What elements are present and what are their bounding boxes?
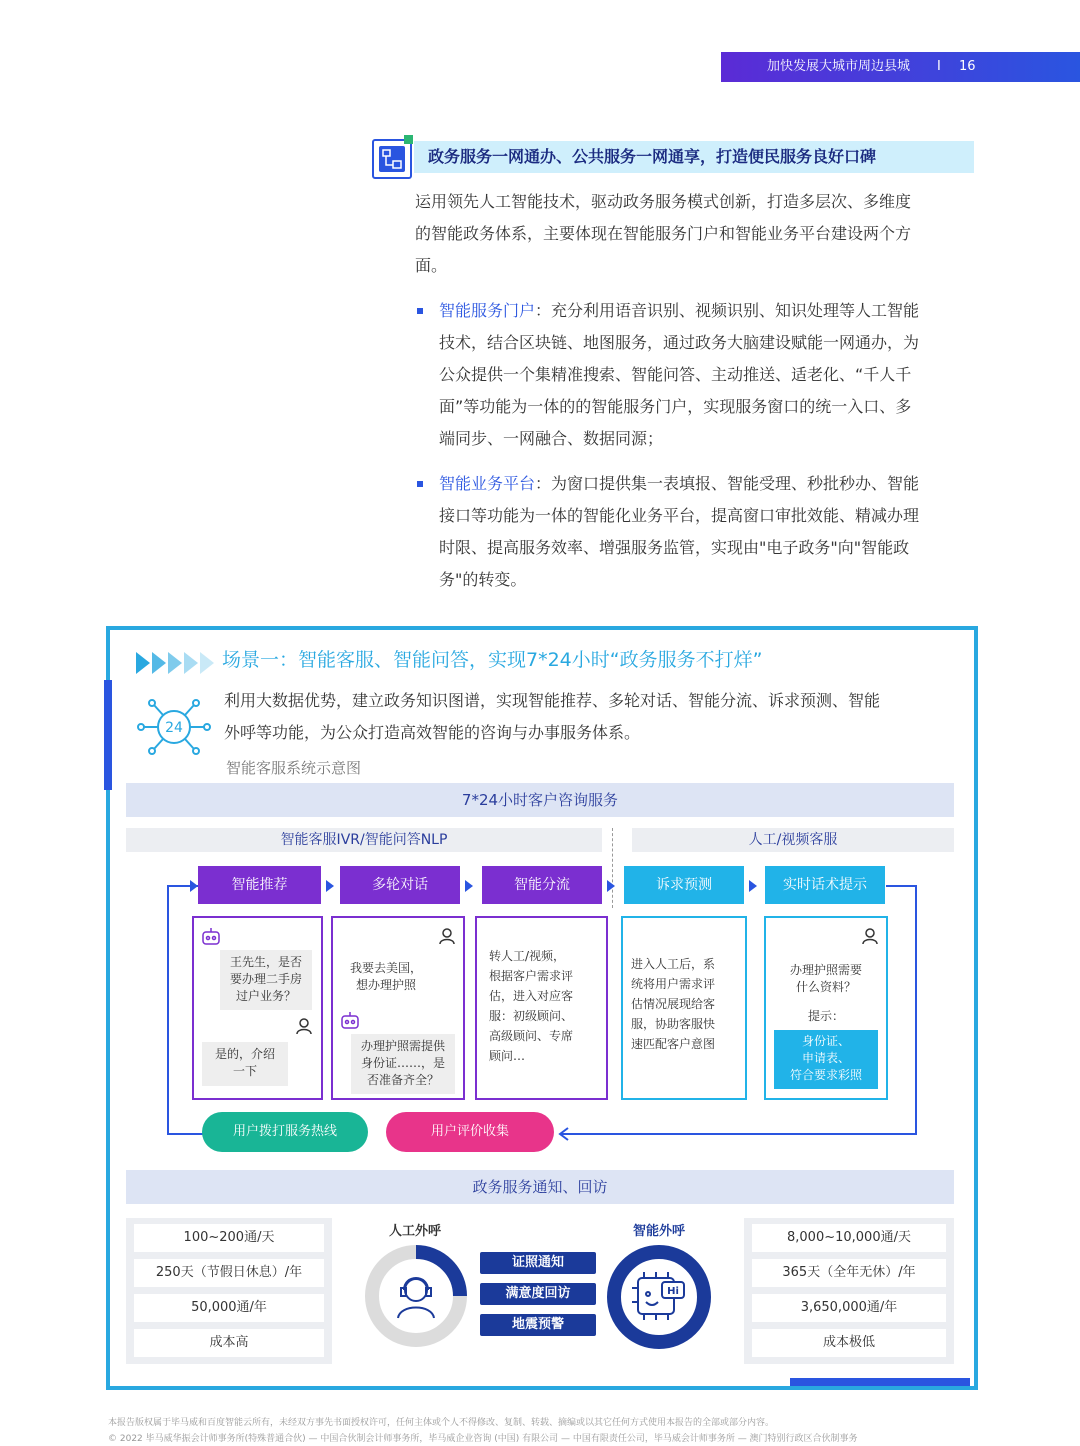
page-number: 16 — [959, 59, 976, 74]
predict-box — [621, 916, 747, 1100]
text-line: 服：初级顾问、 — [489, 1009, 574, 1023]
bullet-line: ：充分利用语音识别、视频识别、知识处理等人工智能 — [535, 301, 920, 320]
step-smart-route: 智能分流 — [482, 866, 602, 904]
ai-icon-text: Hi — [667, 1286, 679, 1297]
bottom-band: 政务服务通知、回访 — [126, 1170, 954, 1204]
bullet-line: 公众提供一个集精准搜索、智能问答、主动推送、适老化、“千人千 — [439, 365, 912, 384]
arrow-right-icon — [465, 880, 473, 892]
bubble-line: 是的，介绍 — [214, 1047, 275, 1061]
icon-24-label: 24 — [165, 720, 183, 736]
bubble-line: 办理护照需提供 — [360, 1039, 445, 1053]
top-band: 7*24小时客户咨询服务 — [126, 783, 954, 817]
dialogue-box — [331, 916, 465, 1100]
hotline-oval: 用户拨打服务热线 — [202, 1112, 368, 1152]
stat-item: 成本极低 — [752, 1329, 946, 1357]
text-line: 速匹配客户意图 — [631, 1037, 716, 1051]
text-line: 统将用户需求评 — [631, 977, 716, 991]
arrow-right-icon — [326, 880, 334, 892]
bullet-line: 面”等功能为一体的的智能服务门户，实现服务窗口的统一入口、多 — [439, 397, 912, 416]
human-stats-panel — [126, 1218, 332, 1364]
headset-agent-icon — [364, 1244, 468, 1348]
step-smart-recommend: 智能推荐 — [198, 866, 321, 904]
text-line: 估情况展现给客 — [631, 997, 716, 1011]
24h-phone-icon — [136, 697, 212, 757]
predict-text — [631, 954, 741, 1054]
bubble-line: 身份证……，是 — [360, 1056, 445, 1070]
text-line: 顾问… — [489, 1049, 526, 1063]
user-bubble — [343, 956, 429, 1000]
bullet-line: 接口等功能为一体的智能化业务平台，提高窗口审批效能、精减办理 — [439, 506, 920, 525]
text-line: 服，协助客服快 — [631, 1017, 716, 1031]
earthquake-alert-button: 地震预警 — [480, 1314, 596, 1336]
bot-bubble — [351, 1034, 455, 1094]
chevron-icon — [184, 652, 198, 674]
copyright-line: 本报告版权属于毕马威和百度智能云所有，未经双方事先书面授权许可，任何主体或个人不得修改、复制、转载、摘编或以其它任何方式使用本报告的全部或部分内容。 — [108, 1418, 775, 1428]
hint-question — [770, 962, 882, 996]
step-script-hint: 实时话术提示 — [765, 866, 885, 904]
stat-item: 100~200通/天 — [134, 1224, 324, 1252]
stat-item: 50,000通/年 — [134, 1294, 324, 1322]
bubble-line: 想办理护照 — [355, 978, 416, 992]
bullet-line: 端同步、一网融合、数据同源； — [439, 429, 664, 448]
user-icon — [437, 926, 457, 946]
header-separator: I — [937, 59, 941, 74]
bubble-line: 一下 — [232, 1064, 257, 1078]
recommend-box — [192, 916, 323, 1100]
section-title: 政务服务一网通办、公共服务一网通享，打造便民服务良好口碑 — [428, 147, 877, 166]
ai-chatbot-icon — [606, 1244, 712, 1350]
hint-label: 提示： — [807, 1009, 844, 1023]
bubble-line: 要办理二手房 — [229, 972, 302, 986]
scene-line: 利用大数据优势，建立政务知识图谱，实现智能推荐、多轮对话、智能分流、诉求预测、智能 — [224, 691, 881, 710]
scene-description — [224, 685, 959, 749]
bullet-square-icon — [417, 481, 423, 487]
bubble-line: 王先生，是否 — [229, 955, 302, 969]
left-group-label: 智能客服IVR/智能问答NLP — [126, 828, 602, 852]
user-icon — [860, 926, 880, 946]
bot-bubble — [220, 950, 312, 1010]
robot-icon — [339, 1010, 361, 1032]
frame-accent — [790, 1378, 970, 1386]
text-line: 估，进入对应客 — [489, 989, 574, 1003]
header-title: 加快发展大城市周边县城 — [767, 59, 911, 74]
intro-line: 的智能政务体系，主要体现在智能服务门户和智能业务平台建设两个方 — [415, 224, 912, 243]
robot-icon — [200, 926, 222, 948]
diagram-caption: 智能客服系统示意图 — [226, 759, 362, 777]
text-line: 身份证、 — [801, 1034, 850, 1048]
hint-tip — [774, 1030, 878, 1089]
chevron-icon — [168, 652, 182, 674]
arrow-right-icon — [607, 880, 615, 892]
user-bubble — [202, 1042, 288, 1086]
user-icon — [294, 1016, 314, 1036]
bullet-smart-platform — [415, 468, 975, 598]
stat-item: 8,000~10,000通/天 — [752, 1224, 946, 1252]
flowchart-icon — [372, 139, 412, 179]
stat-item: 成本高 — [134, 1329, 324, 1357]
stat-item: 250天（节假日休息）/年 — [134, 1259, 324, 1287]
stat-item: 3,650,000通/年 — [752, 1294, 946, 1322]
text-line: 进入人工后，系 — [631, 957, 716, 971]
human-outbound-label: 人工外呼 — [388, 1224, 441, 1239]
ai-stats-panel — [744, 1218, 954, 1364]
right-group-label: 人工/视频客服 — [632, 828, 954, 852]
chevron-icon — [136, 652, 150, 674]
text-line: 高级顾问、专席 — [489, 1029, 574, 1043]
feedback-oval: 用户评价收集 — [386, 1112, 554, 1152]
route-box — [475, 916, 608, 1100]
bullet-line: ：为窗口提供集一表填报、智能受理、秒批秒办、智能 — [535, 474, 920, 493]
text-line: 符合要求彩照 — [789, 1068, 862, 1082]
chevron-icon — [200, 652, 214, 674]
bubble-line: 过户业务？ — [235, 989, 296, 1003]
page-header — [721, 52, 1080, 82]
section-intro — [415, 186, 975, 282]
text-line: 根据客户需求评 — [489, 969, 574, 983]
ai-outbound-label: 智能外呼 — [632, 1224, 685, 1239]
stat-item: 365天（全年无休）/年 — [752, 1259, 946, 1287]
text-line: 申请表、 — [801, 1051, 850, 1065]
bullet-line: 技术，结合区块链、地图服务，通过政务大脑建设赋能一网通办，为 — [439, 333, 920, 352]
satisfaction-survey-button: 满意度回访 — [480, 1283, 596, 1305]
step-demand-predict: 诉求预测 — [624, 866, 744, 904]
scene-line: 外呼等功能，为公众打造高效智能的咨询与办事服务体系。 — [224, 723, 641, 742]
arrow-right-icon — [749, 880, 757, 892]
intro-line: 面。 — [415, 256, 448, 275]
firm-line: © 2022 毕马威华振会计师事务所(特殊普通合伙) — 中国合伙制会计师事务所，毕马威企业咨询 (中国) 有限公司 — 中国有限责任公司，毕马威会计师事务所 — 澳门特别行政区合伙制事务 — [108, 1434, 858, 1444]
hint-box — [764, 916, 888, 1100]
step-multi-turn: 多轮对话 — [340, 866, 460, 904]
bullet-keyword: 智能服务门户 — [439, 301, 536, 320]
bubble-line: 否准备齐全？ — [366, 1073, 439, 1087]
license-notice-button: 证照通知 — [480, 1252, 596, 1274]
intro-line: 运用领先人工智能技术，驱动政务服务模式创新，打造多层次、多维度 — [415, 192, 912, 211]
bullet-line: 时限、提高服务效率、增强服务监管，实现由"电子政务"向"智能政 — [439, 538, 910, 557]
chevron-icon — [152, 652, 166, 674]
bubble-line: 我要去美国， — [349, 961, 422, 975]
text-line: 转人工/视频， — [489, 949, 566, 963]
route-text — [489, 946, 601, 1066]
bullet-keyword: 智能业务平台 — [439, 474, 536, 493]
text-line: 办理护照需要 — [789, 963, 862, 977]
frame-accent — [104, 680, 112, 790]
scene-title: 场景一：智能客服、智能问答，实现7*24小时“政务服务不打烊” — [222, 649, 763, 671]
text-line: 什么资料？ — [795, 980, 856, 994]
bullet-square-icon — [417, 308, 423, 314]
bullet-smart-portal — [415, 295, 975, 455]
bullet-line: 务"的转变。 — [439, 570, 527, 589]
